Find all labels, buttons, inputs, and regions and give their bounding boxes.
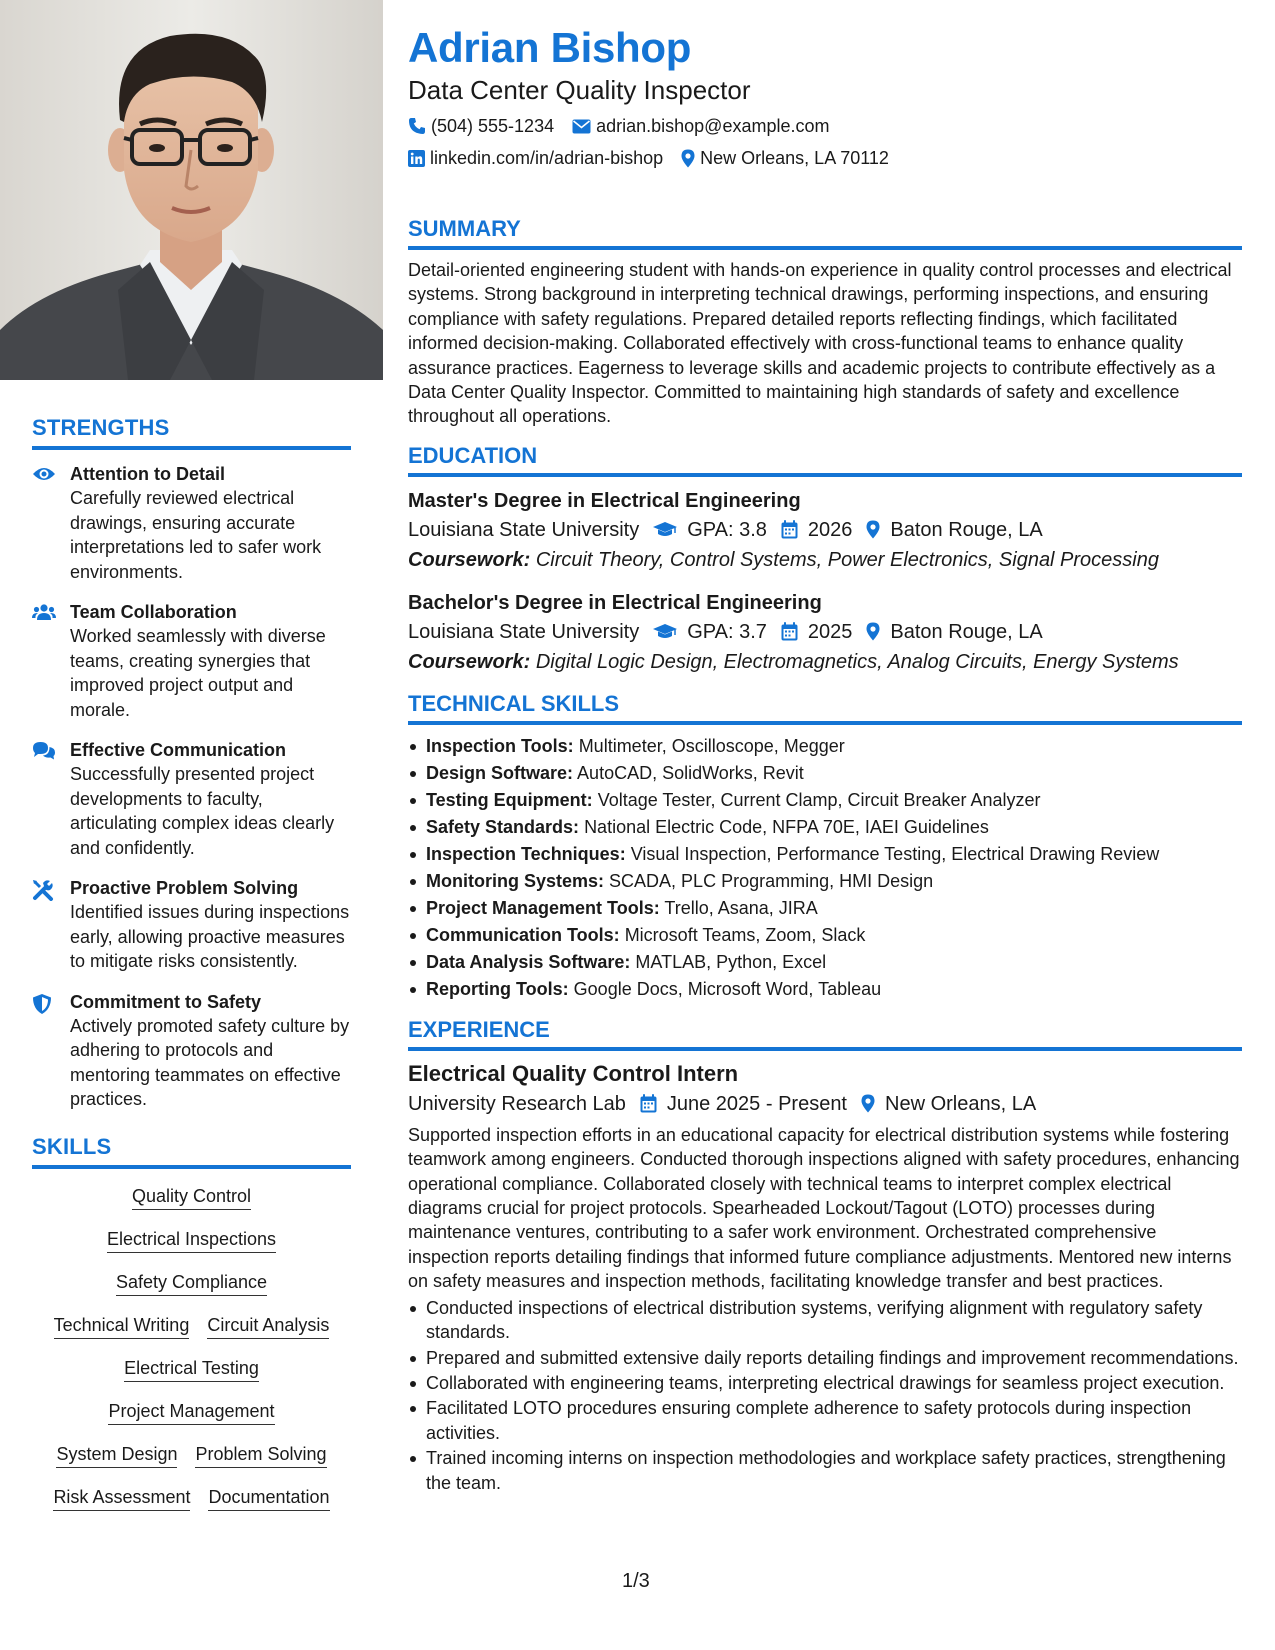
job-description: Supported inspection efforts in an educational capacity for electrical distribution systems while fostering teamwork among engineers. Conducted thorough inspections aligned with safety procedures, enhancing operational compliance. Collaborated closely with technical teams to interpret complex electrical diagrams crucial for project protocols. Spearheaded Lockout/Tagout (LOTO) processes during maintenance ventures, contributing to a safer work environment. Orchestrated comprehensive inspection reports detailing findings that informed future compliance adjustments. Mentored new interns on safety measures and inspection methods, facilitating knowledge transfer and best practices. [408,1124,1240,1292]
coursework [408,545,1242,575]
page-number: 1/3 [622,1570,650,1592]
coursework-label: Coursework: [408,650,531,673]
skill-value: SCADA, PLC Programming, HMI Design [609,870,934,891]
strength-title: Effective Communication [70,740,287,760]
skill-value: MATLAB, Python, Excel [635,951,827,972]
degree-title: Bachelor's Degree in Electrical Engineering [408,591,822,614]
coursework-label: Coursework: [408,548,531,571]
skill-value: Google Docs, Microsoft Word, Tableau [573,978,882,999]
education-location [866,617,1042,647]
summary-text: Detail-oriented engineering student with hands-on experience in quality control processes and electrical systems. Strong background in interpreting technical drawings, performing inspections, and ensuring compliance with safety regulations. Prepared detailed reports reflecting findings, which facilitated informed decision-making. Collaborated effectively with cross-functional teams to enhance quality assurance practices. Eagerness to leverage skills and academic projects to contribute effectively as a Data Center Quality Inspector. Committed to maintaining high standards of safety and excellence throughout all operations. [408,260,1232,427]
strength-item [32,462,351,584]
list-item: Conducted inspections of electrical distribution systems, verifying alignment with regulatory safety standards. [408,1296,1242,1345]
skill-value: National Electric Code, NFPA 70E, IAEI Guidelines [584,816,989,837]
skill-label: Inspection Tools: [426,735,574,756]
users-icon [32,603,56,621]
map-marker-icon [681,149,695,168]
skill-value: Trello, Asana, JIRA [664,897,818,918]
location-text: New Orleans, LA [885,1092,1037,1115]
gpa [653,617,767,647]
education-meta [408,617,1242,647]
list-item [408,760,1242,787]
skill-label: Inspection Techniques: [426,843,626,864]
job-dates [640,1089,847,1119]
company-name: University Research Lab [408,1092,626,1115]
phone-contact[interactable] [408,114,554,138]
skill-tag: System Design [56,1443,177,1468]
skill-value: Visual Inspection, Performance Testing, Electrical Drawing Review [630,843,1160,864]
strengths-heading: STRENGTHS [32,415,351,450]
candidate-name: Adrian Bishop [408,24,692,71]
list-item [408,841,1242,868]
skill-label: Data Analysis Software: [426,951,631,972]
experience-heading: EXPERIENCE [408,1017,1242,1051]
skill-tag: Quality Control [132,1185,251,1210]
technical-skills-heading: TECHNICAL SKILLS [408,691,1242,725]
strength-item [32,876,351,974]
dates-text: June 2025 - Present [666,1092,847,1115]
summary-heading: SUMMARY [408,216,1242,250]
main-content [408,22,1242,1496]
location-text: Baton Rouge, LA [890,620,1043,643]
gpa-text: GPA: 3.7 [687,620,767,643]
skill-value: Microsoft Teams, Zoom, Slack [624,924,866,945]
profile-photo [0,0,383,380]
skills-list [32,1185,351,1529]
job-title: Electrical Quality Control Intern [408,1060,739,1086]
skill-label: Design Software: [426,762,574,783]
phone-icon [408,117,426,135]
envelope-icon [572,119,591,134]
job-bullets [408,1296,1242,1495]
skill-label: Reporting Tools: [426,978,569,999]
job-location [861,1089,1036,1119]
graduation-cap-icon [653,623,677,641]
email-text: adrian.bishop@example.com [596,116,830,136]
linkedin-text: linkedin.com/in/adrian-bishop [430,148,664,168]
phone-text: (504) 555-1234 [431,116,555,136]
experience-item [408,1059,1242,1495]
strength-item [32,990,351,1112]
portrait-illustration [0,0,383,380]
skill-tag: Project Management [108,1400,274,1425]
strength-title: Attention to Detail [70,464,225,484]
education-item [408,589,1242,677]
education-item [408,487,1242,575]
list-item [408,868,1242,895]
strength-desc: Successfully presented project developments to faculty, articulating complex ideas clearly and confidently. [70,764,335,858]
map-marker-icon [861,1094,875,1113]
skill-tag: Safety Compliance [116,1271,267,1296]
skill-label: Safety Standards: [426,816,580,837]
contact-row [408,146,1242,170]
strength-item [32,738,351,860]
skill-value: Voltage Tester, Current Clamp, Circuit Breaker Analyzer [597,789,1041,810]
technical-skills-list [408,733,1242,1003]
contact-row [408,114,1242,138]
list-item [408,787,1242,814]
skill-tag: Risk Assessment [53,1486,190,1511]
linkedin-icon [408,150,425,167]
graduation-year [781,515,853,545]
skill-tag: Problem Solving [195,1443,326,1468]
email-contact[interactable] [572,114,829,138]
strength-title: Proactive Problem Solving [70,878,299,898]
strength-item [32,600,351,722]
location-text: Baton Rouge, LA [890,518,1043,541]
calendar-icon [640,1094,657,1113]
coursework [408,647,1242,677]
list-item [408,733,1242,760]
location-text: New Orleans, LA 70112 [700,148,889,168]
map-marker-icon [866,622,880,641]
graduation-cap-icon [653,521,677,539]
skill-tag: Technical Writing [54,1314,190,1339]
calendar-icon [781,520,798,539]
coursework-text: Circuit Theory, Control Systems, Power Electronics, Signal Processing [535,548,1159,571]
year-text: 2025 [807,620,853,643]
skills-heading: SKILLS [32,1134,351,1169]
skill-label: Project Management Tools: [426,897,660,918]
education-heading: EDUCATION [408,443,1242,477]
list-item: Trained incoming interns on inspection methodologies and workplace safety practices, strengthening the team. [408,1446,1242,1495]
skill-label: Monitoring Systems: [426,870,605,891]
gpa-text: GPA: 3.8 [687,518,767,541]
list-item: Collaborated with engineering teams, interpreting electrical drawings for seamless project execution. [408,1371,1242,1395]
strength-desc: Worked seamlessly with diverse teams, creating synergies that improved project output and morale. [70,626,326,720]
map-marker-icon [866,520,880,539]
strength-desc: Identified issues during inspections early, allowing proactive measures to mitigate risks consistently. [70,902,350,971]
shield-icon [32,993,52,1015]
coursework-text: Digital Logic Design, Electromagnetics, Analog Circuits, Energy Systems [535,650,1179,673]
list-item [408,949,1242,976]
skill-tag: Electrical Inspections [107,1228,276,1253]
skill-tag: Circuit Analysis [207,1314,329,1339]
comments-icon [32,741,56,761]
eye-icon [32,465,56,483]
education-meta [408,515,1242,545]
strengths-list [32,462,351,1112]
linkedin-contact[interactable] [408,146,663,170]
education-location [866,515,1042,545]
degree-title: Master's Degree in Electrical Engineering [408,489,801,512]
list-item [408,895,1242,922]
candidate-title: Data Center Quality Inspector [408,75,751,105]
year-text: 2026 [807,518,853,541]
skill-label: Testing Equipment: [426,789,593,810]
graduation-year [781,617,853,647]
list-item [408,922,1242,949]
strength-title: Team Collaboration [70,602,237,622]
skill-tag: Electrical Testing [124,1357,259,1382]
skill-value: Multimeter, Oscilloscope, Megger [578,735,845,756]
list-item [408,976,1242,1003]
sidebar [0,0,383,1650]
strength-desc: Actively promoted safety culture by adhering to protocols and mentoring teammates on effective practices. [70,1015,350,1109]
calendar-icon [781,622,798,641]
list-item [408,814,1242,841]
gpa [653,515,767,545]
skill-tag: Documentation [208,1486,329,1511]
location-contact [681,146,889,170]
list-item: Prepared and submitted extensive daily reports detailing findings and improvement recommendations. [408,1346,1242,1370]
strength-desc: Carefully reviewed electrical drawings, ensuring accurate interpretations led to safer work environments. [70,488,322,582]
school-name: Louisiana State University [408,620,640,643]
school-name: Louisiana State University [408,518,640,541]
strength-title: Commitment to Safety [70,991,262,1012]
skill-label: Communication Tools: [426,924,620,945]
list-item: Facilitated LOTO procedures ensuring complete adherence to safety protocols during inspection activities. [408,1396,1242,1445]
tools-icon [32,879,54,901]
skill-value: AutoCAD, SolidWorks, Revit [577,762,804,783]
job-meta [408,1089,1242,1119]
